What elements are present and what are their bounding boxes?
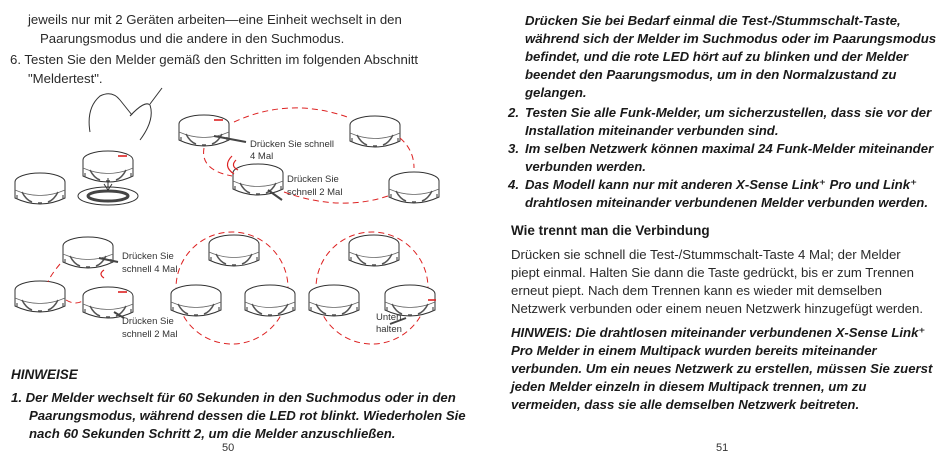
pairing-illustration [0, 0, 475, 360]
note-1-line-1: 1. Der Melder wechselt für 60 Sekunden in den Suchmodus oder in den [11, 390, 456, 405]
page-number-right: 51 [716, 442, 729, 454]
list-item-2-line-2: Installation miteinander verbunden sind. [525, 123, 779, 138]
section-line-4: Netzwerk verbunden oder einem neuen Netzwerk hinzugefügt werden. [511, 301, 923, 316]
caption-bot-press2-a: Drücken Sie [122, 316, 174, 327]
caption-bot-press4-b: schnell 4 Mal [122, 264, 178, 275]
step-6-line-1: 6. Testen Sie den Melder gemäß den Schritten im folgenden Abschnitt [10, 52, 419, 67]
note-1-line-3: nach 60 Sekunden Schritt 2, um die Melder anzuschließen. [29, 426, 396, 441]
cont-line-1: Drücken Sie bei Bedarf einmal die Test-/Stummschalt-Taste, [525, 13, 901, 28]
caption-top-press4-b: 4 Mal [250, 151, 274, 162]
list-item-4 [508, 176, 948, 212]
list-item-3-number: 3. [508, 141, 519, 156]
hinweis-line-4: jeden Melder einzeln in diesem Multipack trennen, um zu [511, 379, 867, 394]
list-item-3 [508, 140, 948, 176]
list-item-4-line-2: drahtlosen miteinander verbundenen Melder verbunden werden. [525, 195, 929, 210]
intro-line-1: jeweils nur mit 2 Geräten arbeiten—eine Einheit wechselt in den [28, 12, 402, 27]
top-pairing-circle [179, 108, 439, 203]
list-item-2-number: 2. [508, 105, 519, 120]
list-item-3-line-1: Im selben Netzwerk können maximal 24 Funk-Melder miteinander [525, 141, 934, 156]
bottom-right-group [309, 232, 436, 344]
right-page [475, 0, 950, 455]
caption-top-press2-a: Drücken Sie [287, 174, 339, 185]
section-line-3: erneut piept. Nach dem Trennen kann es wieder mit demselben [511, 283, 882, 298]
hand-install-illustration [15, 88, 162, 205]
hinweis-line-5: vermeiden, dass sie alle demselben Netzwerk beitreten. [511, 397, 860, 412]
bottom-left-group [15, 237, 177, 340]
list-item-2 [508, 104, 948, 140]
hinweis-line-3: verbunden. Um ein neues Netzwerk zu erstellen, müssen Sie zuerst [511, 361, 933, 376]
hinweise-heading: HINWEISE [11, 367, 78, 382]
list-item-3-line-2: verbunden werden. [525, 159, 646, 174]
hinweis-line-2: Pro Melder in einem Multipack wurden bereits miteinander [511, 343, 877, 358]
note-1-line-2: Paarungsmodus, während dessen die LED rot blinkt. Wiederholen Sie [29, 408, 466, 423]
caption-top-press4-a: Drücken Sie schnell [250, 139, 334, 150]
caption-bot-press2-b: schnell 2 Mal [122, 329, 178, 340]
cont-line-3: befindet, und die rote LED hört auf zu blinken und der Melder [525, 49, 909, 64]
list-item-4-number: 4. [508, 177, 519, 192]
cont-line-5: gelangen. [525, 85, 587, 100]
cont-line-4: beendet den Paarungsmodus, um in den Normalzustand zu [525, 67, 897, 82]
section-heading: Wie trennt man die Verbindung [511, 223, 710, 238]
caption-top-press2-b: schnell 2 Mal [287, 187, 343, 198]
step-6-line-2: "Meldertest". [28, 71, 103, 86]
list-item-2-line-1: Testen Sie alle Funk-Melder, um sicherzustellen, dass sie vor der [525, 105, 932, 120]
caption-bot-hold-a: Unten [376, 312, 402, 323]
cont-line-2: während sich der Melder im Suchmodus oder im Paarungsmodus [525, 31, 937, 46]
intro-line-2: Paarungsmodus und die andere in den Suchmodus. [40, 31, 345, 46]
bottom-middle-group [171, 232, 295, 344]
section-line-2: piept einmal. Halten Sie dann die Taste gedrückt, bis er zum Trennen [511, 265, 914, 280]
caption-bot-hold-b: halten [376, 324, 402, 335]
section-line-1: Drücken sie schnell die Test-/Stummschalt-Taste 4 Mal; der Melder [511, 247, 901, 262]
hinweis-line-1: HINWEIS: Die drahtlosen miteinander verbundenen X-Sense Link⁺ [511, 325, 926, 340]
page-number-left: 50 [222, 442, 235, 454]
list-item-4-line-1: Das Modell kann nur mit anderen X-Sense Link⁺ Pro und Link⁺ [525, 177, 918, 192]
caption-bot-press4-a: Drücken Sie [122, 251, 174, 262]
